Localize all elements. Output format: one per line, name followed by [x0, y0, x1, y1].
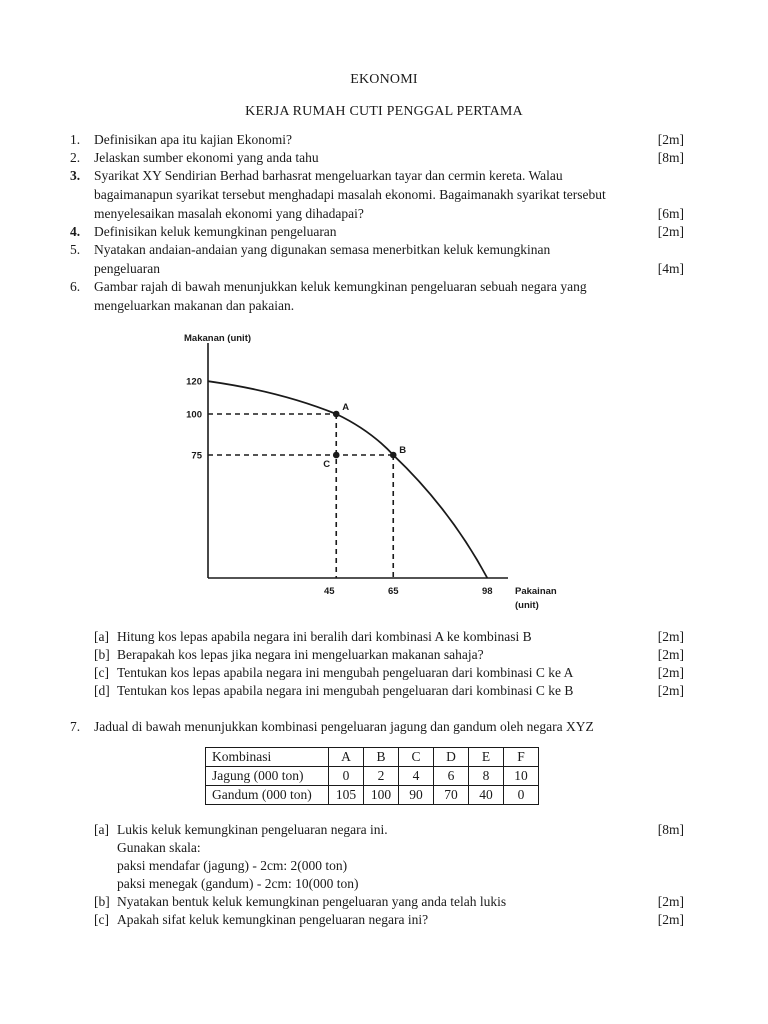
table-cell: Gandum (000 ton)	[206, 786, 329, 805]
question-text: Jelaskan sumber ekonomi yang anda tahu	[94, 150, 319, 165]
table-cell: 0	[504, 786, 539, 805]
question-number: 2.	[70, 150, 81, 165]
table-cell: D	[434, 748, 469, 767]
sub-text: Tentukan kos lepas apabila negara ini mengubah pengeluaran dari kombinasi C ke B	[117, 683, 574, 698]
table-cell: 40	[469, 786, 504, 805]
table-cell: A	[329, 748, 364, 767]
point-label-b: B	[399, 445, 407, 456]
question-text: Definisikan apa itu kajian Ekonomi?	[94, 132, 292, 147]
point-label-a: A	[342, 402, 350, 413]
question-number: 7.	[70, 719, 81, 734]
question-text: pengeluaran	[94, 261, 160, 276]
question-mark: [2m]	[657, 224, 684, 239]
table-cell: C	[399, 748, 434, 767]
table-cell: 70	[434, 786, 469, 805]
table-cell: 90	[399, 786, 434, 805]
y-tick-label: 75	[191, 450, 202, 462]
y-tick-label: 100	[186, 409, 202, 421]
sub-text: Nyatakan bentuk keluk kemungkinan pengeluaran yang anda telah lukis	[117, 894, 507, 909]
question-number: 4.	[70, 224, 81, 239]
table-cell: 2	[364, 767, 399, 786]
page-title: KERJA RUMAH CUTI PENGGAL PERTAMA	[245, 104, 523, 119]
sub-text: Lukis keluk kemungkinan pengeluaran negara ini.	[117, 822, 388, 837]
table-cell: B	[364, 748, 399, 767]
table-cell: E	[469, 748, 504, 767]
x-tick-label: 65	[387, 586, 399, 597]
question-number: 6.	[70, 279, 81, 294]
sub-text: paksi mendafar (jagung) - 2cm: 2(000 ton)	[117, 858, 348, 873]
table-row	[206, 767, 539, 786]
point-c	[333, 452, 340, 459]
sub-label: [c]	[94, 912, 109, 927]
sub-label: [b]	[94, 647, 110, 662]
sub-mark: [8m]	[657, 822, 684, 837]
sub-label: [b]	[94, 894, 110, 909]
table-cell: 6	[434, 767, 469, 786]
question-text: mengeluarkan makanan dan pakaian.	[94, 298, 295, 313]
table-header-row	[206, 748, 539, 767]
question-mark: [8m]	[657, 150, 684, 165]
x-tick-label: 98	[482, 586, 493, 597]
table-cell: F	[504, 748, 539, 767]
sub-mark: [2m]	[657, 912, 684, 927]
x-axis-label-unit: (unit)	[515, 600, 539, 611]
point-label-c: C	[323, 459, 331, 470]
question-text: Gambar rajah di bawah menunjukkan keluk kemungkinan pengeluaran sebuah negara yang	[94, 279, 587, 294]
question-number: 3.	[70, 168, 81, 183]
table-cell: 105	[329, 786, 364, 805]
sub-text: Apakah sifat keluk kemungkinan pengeluaran negara ini?	[117, 912, 429, 927]
question-number: 5.	[70, 242, 81, 257]
sub-text: Gunakan skala:	[117, 840, 201, 855]
y-tick-label: 120	[186, 376, 202, 388]
table-cell: 10	[504, 767, 539, 786]
point-b	[390, 452, 397, 459]
table-cell: Jagung (000 ton)	[206, 767, 329, 786]
sub-label: [a]	[94, 822, 109, 837]
question-mark: [4m]	[657, 261, 684, 276]
table-cell: 100	[364, 786, 399, 805]
sub-label: [a]	[94, 629, 109, 644]
sub-mark: [2m]	[657, 665, 684, 680]
sub-mark: [2m]	[657, 683, 684, 698]
point-a	[333, 411, 340, 418]
sub-label: [d]	[94, 683, 110, 698]
x-axis-label: Pakainan	[515, 586, 557, 597]
chart-guide-lines	[208, 414, 393, 578]
chart-axes	[208, 343, 508, 578]
sub-text: Berapakah kos lepas jika negara ini mengeluarkan makanan sahaja?	[117, 647, 484, 662]
y-axis-label: Makanan (unit)	[184, 333, 252, 344]
ppc-chart	[170, 325, 570, 620]
subject-title: EKONOMI	[350, 72, 418, 87]
sub-mark: [2m]	[657, 629, 684, 644]
question-text: Jadual di bawah menunjukkan kombinasi pengeluaran jagung dan gandum oleh negara XYZ	[94, 719, 594, 734]
x-tick-label: 45	[323, 586, 335, 597]
question-text: Definisikan keluk kemungkinan pengeluaran	[94, 224, 337, 239]
sub-mark: [2m]	[657, 894, 684, 909]
question-number: 1.	[70, 132, 81, 147]
table-cell: Kombinasi	[206, 748, 329, 767]
sub-text: Tentukan kos lepas apabila negara ini mengubah pengeluaran dari kombinasi C ke A	[117, 665, 574, 680]
table-cell: 0	[329, 767, 364, 786]
question-mark: [6m]	[657, 206, 684, 221]
table-row	[206, 786, 539, 805]
chart-tick-labels	[186, 377, 492, 597]
question-text: Nyatakan andaian-andaian yang digunakan semasa menerbitkan keluk kemungkinan	[94, 242, 551, 257]
question-text: menyelesaikan masalah ekonomi yang dihadapai?	[94, 206, 364, 221]
sub-label: [c]	[94, 665, 109, 680]
sub-mark: [2m]	[657, 647, 684, 662]
sub-text: paksi menegak (gandum) - 2cm: 10(000 ton)	[117, 876, 359, 891]
table-cell: 8	[469, 767, 504, 786]
question-mark: [2m]	[657, 132, 684, 147]
table-cell: 4	[399, 767, 434, 786]
question-text: bagaimanapun syarikat tersebut menghadapi masalah ekonomi. Bagaimanakh syarikat tersebut	[94, 187, 606, 202]
sub-text: Hitung kos lepas apabila negara ini beralih dari kombinasi A ke kombinasi B	[117, 629, 532, 644]
question-text: Syarikat XY Sendirian Berhad barhasrat mengeluarkan tayar dan cermin kereta. Walau	[94, 168, 563, 183]
production-table	[205, 747, 539, 805]
